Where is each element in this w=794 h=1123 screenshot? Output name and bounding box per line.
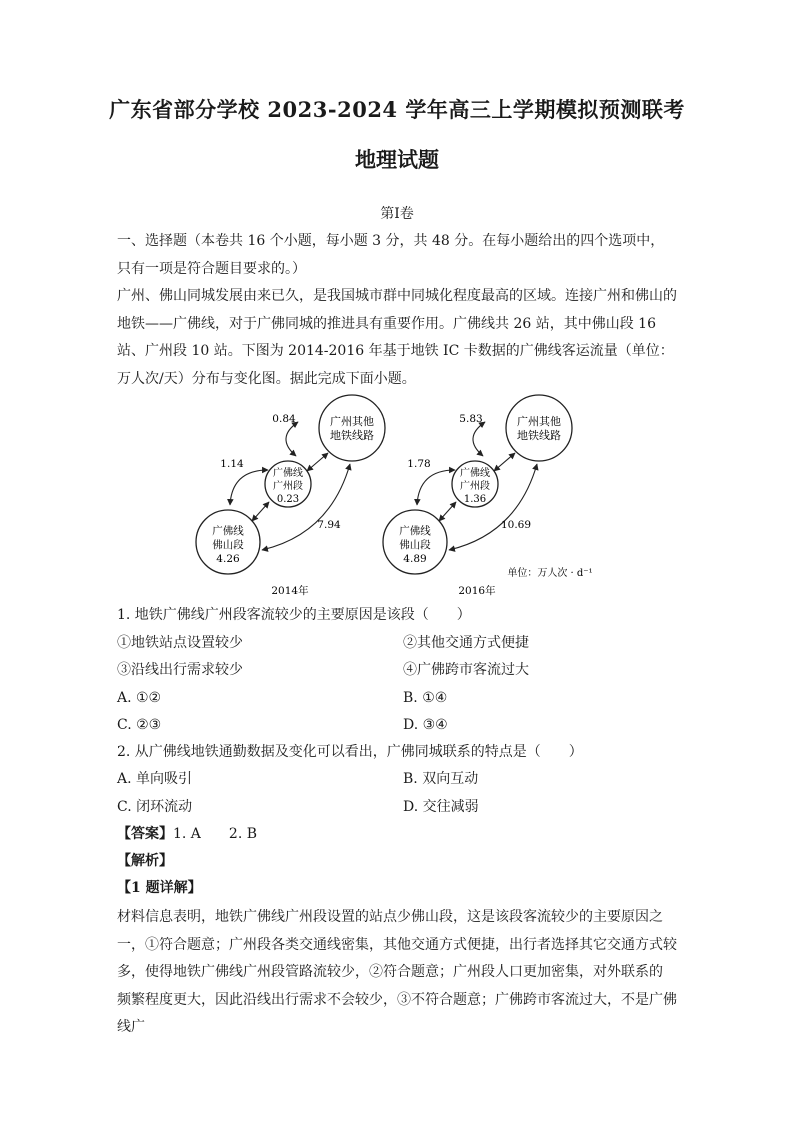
q2-option-b[interactable]: B. 双向互动 [403,771,479,787]
q2-option-a[interactable]: A. 单向吸引 [117,771,193,787]
q1-stem: 1. 地铁广佛线广州段客流较少的主要原因是该段（ ） [117,607,471,623]
section-instruction: 一、选择题（本卷共 16 个小题，每小题 3 分，共 48 分。在每小题给出的四个选项中，只有一项是符合题目要求的。） [117,233,665,277]
node-fs-2014-label-1: 广佛线 [212,525,244,537]
passenger-flow-figure [190,392,610,602]
link-gz-other-2014 [307,453,328,471]
exam-title: 广东省部分学校 2023-2024 学年高三上学期模拟预测联考 [109,97,685,122]
q1-detail-text: 材料信息表明，地铁广佛线广州段设置的站点少佛山段，这是该段客流较少的主要原因之一，①符合题意；广州段各类交通线密集，其他交通方式便捷，出行者选择其它交通方式较多，使得地铁广佛线广州段管路流较少，②符合题意；广州段人口更加密集，对外联系的 频繁程度更大，因此沿线出行需求不会较少，③不符合题意；广佛跨市客流过大，不是广佛线广 [117,909,677,1035]
node-gz-other-2016-label-1: 广州其他 [517,415,561,428]
q2-option-c[interactable]: C. 闭环流动 [117,799,193,815]
q1-option-d[interactable]: D. ③④ [403,717,448,733]
node-fs-2016-label-1: 广佛线 [399,525,431,537]
q1-option-b[interactable]: B. ①④ [403,690,448,706]
node-fs-2014-value: 4.26 [216,553,240,565]
link-gz-other-2016 [494,453,515,471]
flow-fs-gz-2014: 1.14 [220,458,244,470]
year-label-2016: 2016年 [458,585,496,597]
node-fs-2014-label-2: 佛山段 [212,539,244,551]
node-fs-2016-label-2: 佛山段 [399,539,431,551]
node-gz-other-2016 [506,395,572,461]
node-gz-2016-value: 1.36 [463,494,487,505]
loop-fs-2016 [417,470,455,505]
q1-option-c[interactable]: C. ②③ [117,717,162,733]
flow-fs-other-2014: 7.94 [317,519,341,531]
link-fs-gz-2014 [252,502,269,521]
exam-subject: 地理试题 [355,147,439,172]
node-gz-2014-label-1: 广佛线 [273,468,303,479]
answer-text: 1. A 2. B [173,826,258,842]
analysis-label: 【解析】 [117,853,173,869]
node-gz-2016-label-2: 广州段 [460,481,490,492]
volume-label: 第Ⅰ卷 [380,206,414,222]
q1-statement-4: ④广佛跨市客流过大 [403,662,529,678]
q1-statement-3: ③沿线出行需求较少 [117,662,243,678]
node-gz-other-2014-label-1: 广州其他 [330,415,374,428]
answer-line [117,824,257,844]
node-gz-2014-label-2: 广州段 [273,481,303,492]
q1-option-a[interactable]: A. ①② [117,690,162,706]
node-gz-other-2014 [319,395,385,461]
node-gz-2014-value: 0.23 [276,494,300,505]
q1-statement-2: ②其他交通方式便捷 [403,635,529,651]
flow-fs-gz-2016: 1.78 [407,458,431,470]
loop-gz-2016 [473,422,485,456]
diagram-2014 [196,395,385,597]
node-fs-2016-value: 4.89 [403,553,427,565]
q1-detail-label: 【1 题详解】 [117,880,202,896]
q2-stem: 2. 从广佛线地铁通勤数据及变化可以看出，广佛同城联系的特点是（ ） [117,744,583,760]
material-text: 广州、佛山同城发展由来已久，是我国城市群中同城化程度最高的区域。连接广州和佛山的地铁——广佛线，对于广佛同城的推进具有重要作用。广佛线共 26 站，其中佛山段 16 站、广州段 10 站。下图为 2014-2016 年基于地铁 IC 卡数据的广佛线客运流量（单位：万人次/天）分布与变化图。据此完成下面小题。 [117,288,677,387]
unit-label: 单位：万人次 · d⁻¹ [507,568,593,579]
q2-option-d[interactable]: D. 交往减弱 [403,799,479,815]
answer-label: 【答案】 [117,826,173,842]
node-gz-other-2014-label-2: 地铁线路 [330,429,374,442]
q1-statement-1: ①地铁站点设置较少 [117,635,243,651]
year-label-2014: 2014年 [271,585,309,597]
diagram-2016 [383,395,572,597]
node-gz-2016-label-1: 广佛线 [460,468,490,479]
link-fs-gz-2016 [439,502,456,521]
flow-gz-other-2016: 5.83 [459,413,483,425]
loop-fs-2014 [230,470,268,505]
loop-gz-2014 [286,422,298,456]
flow-gz-other-2014: 0.84 [272,413,296,425]
flow-fs-other-2016: 10.69 [500,519,532,531]
node-gz-other-2016-label-2: 地铁线路 [517,429,561,442]
